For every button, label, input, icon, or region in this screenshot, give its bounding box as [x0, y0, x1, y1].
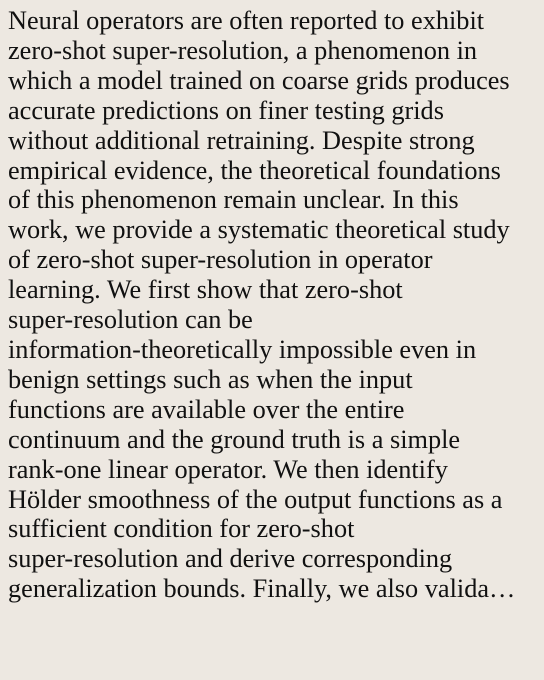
text-line: of this phenomenon remain unclear. In this	[8, 185, 459, 215]
text-line: rank-one linear operator. We then identify	[8, 454, 448, 484]
text-line: of zero-shot super-resolution in operator	[8, 245, 433, 275]
text-line: work, we provide a systematic theoretical study	[8, 215, 510, 245]
text-line: sufficient condition for zero-shot	[8, 514, 355, 544]
text-line: super-resolution and derive corresponding	[8, 544, 453, 574]
text-line: zero-shot super-resolution, a phenomenon in	[8, 35, 478, 65]
text-line: Hölder smoothness of the output functions as a	[8, 484, 503, 514]
text-line: which a model trained on coarse grids produces	[8, 65, 510, 95]
text-line: functions are available over the entire	[8, 394, 405, 424]
text-line: generalization bounds. Finally, we also valida…	[8, 574, 516, 604]
text-line: empirical evidence, the theoretical foundations	[8, 155, 501, 185]
text-line: without additional retraining. Despite strong	[8, 125, 475, 155]
text-line: information-theoretically impossible even in	[8, 334, 477, 364]
text-line: benign settings such as when the input	[8, 364, 413, 394]
text-line: accurate predictions on finer testing grids	[8, 95, 444, 125]
abstract-text	[8, 6, 536, 604]
text-line: continuum and the ground truth is a simple	[8, 424, 461, 454]
text-line: super-resolution can be	[8, 305, 253, 335]
text-line: learning. We first show that zero-shot	[8, 275, 403, 305]
text-line: Neural operators are often reported to exhibit	[8, 6, 485, 35]
